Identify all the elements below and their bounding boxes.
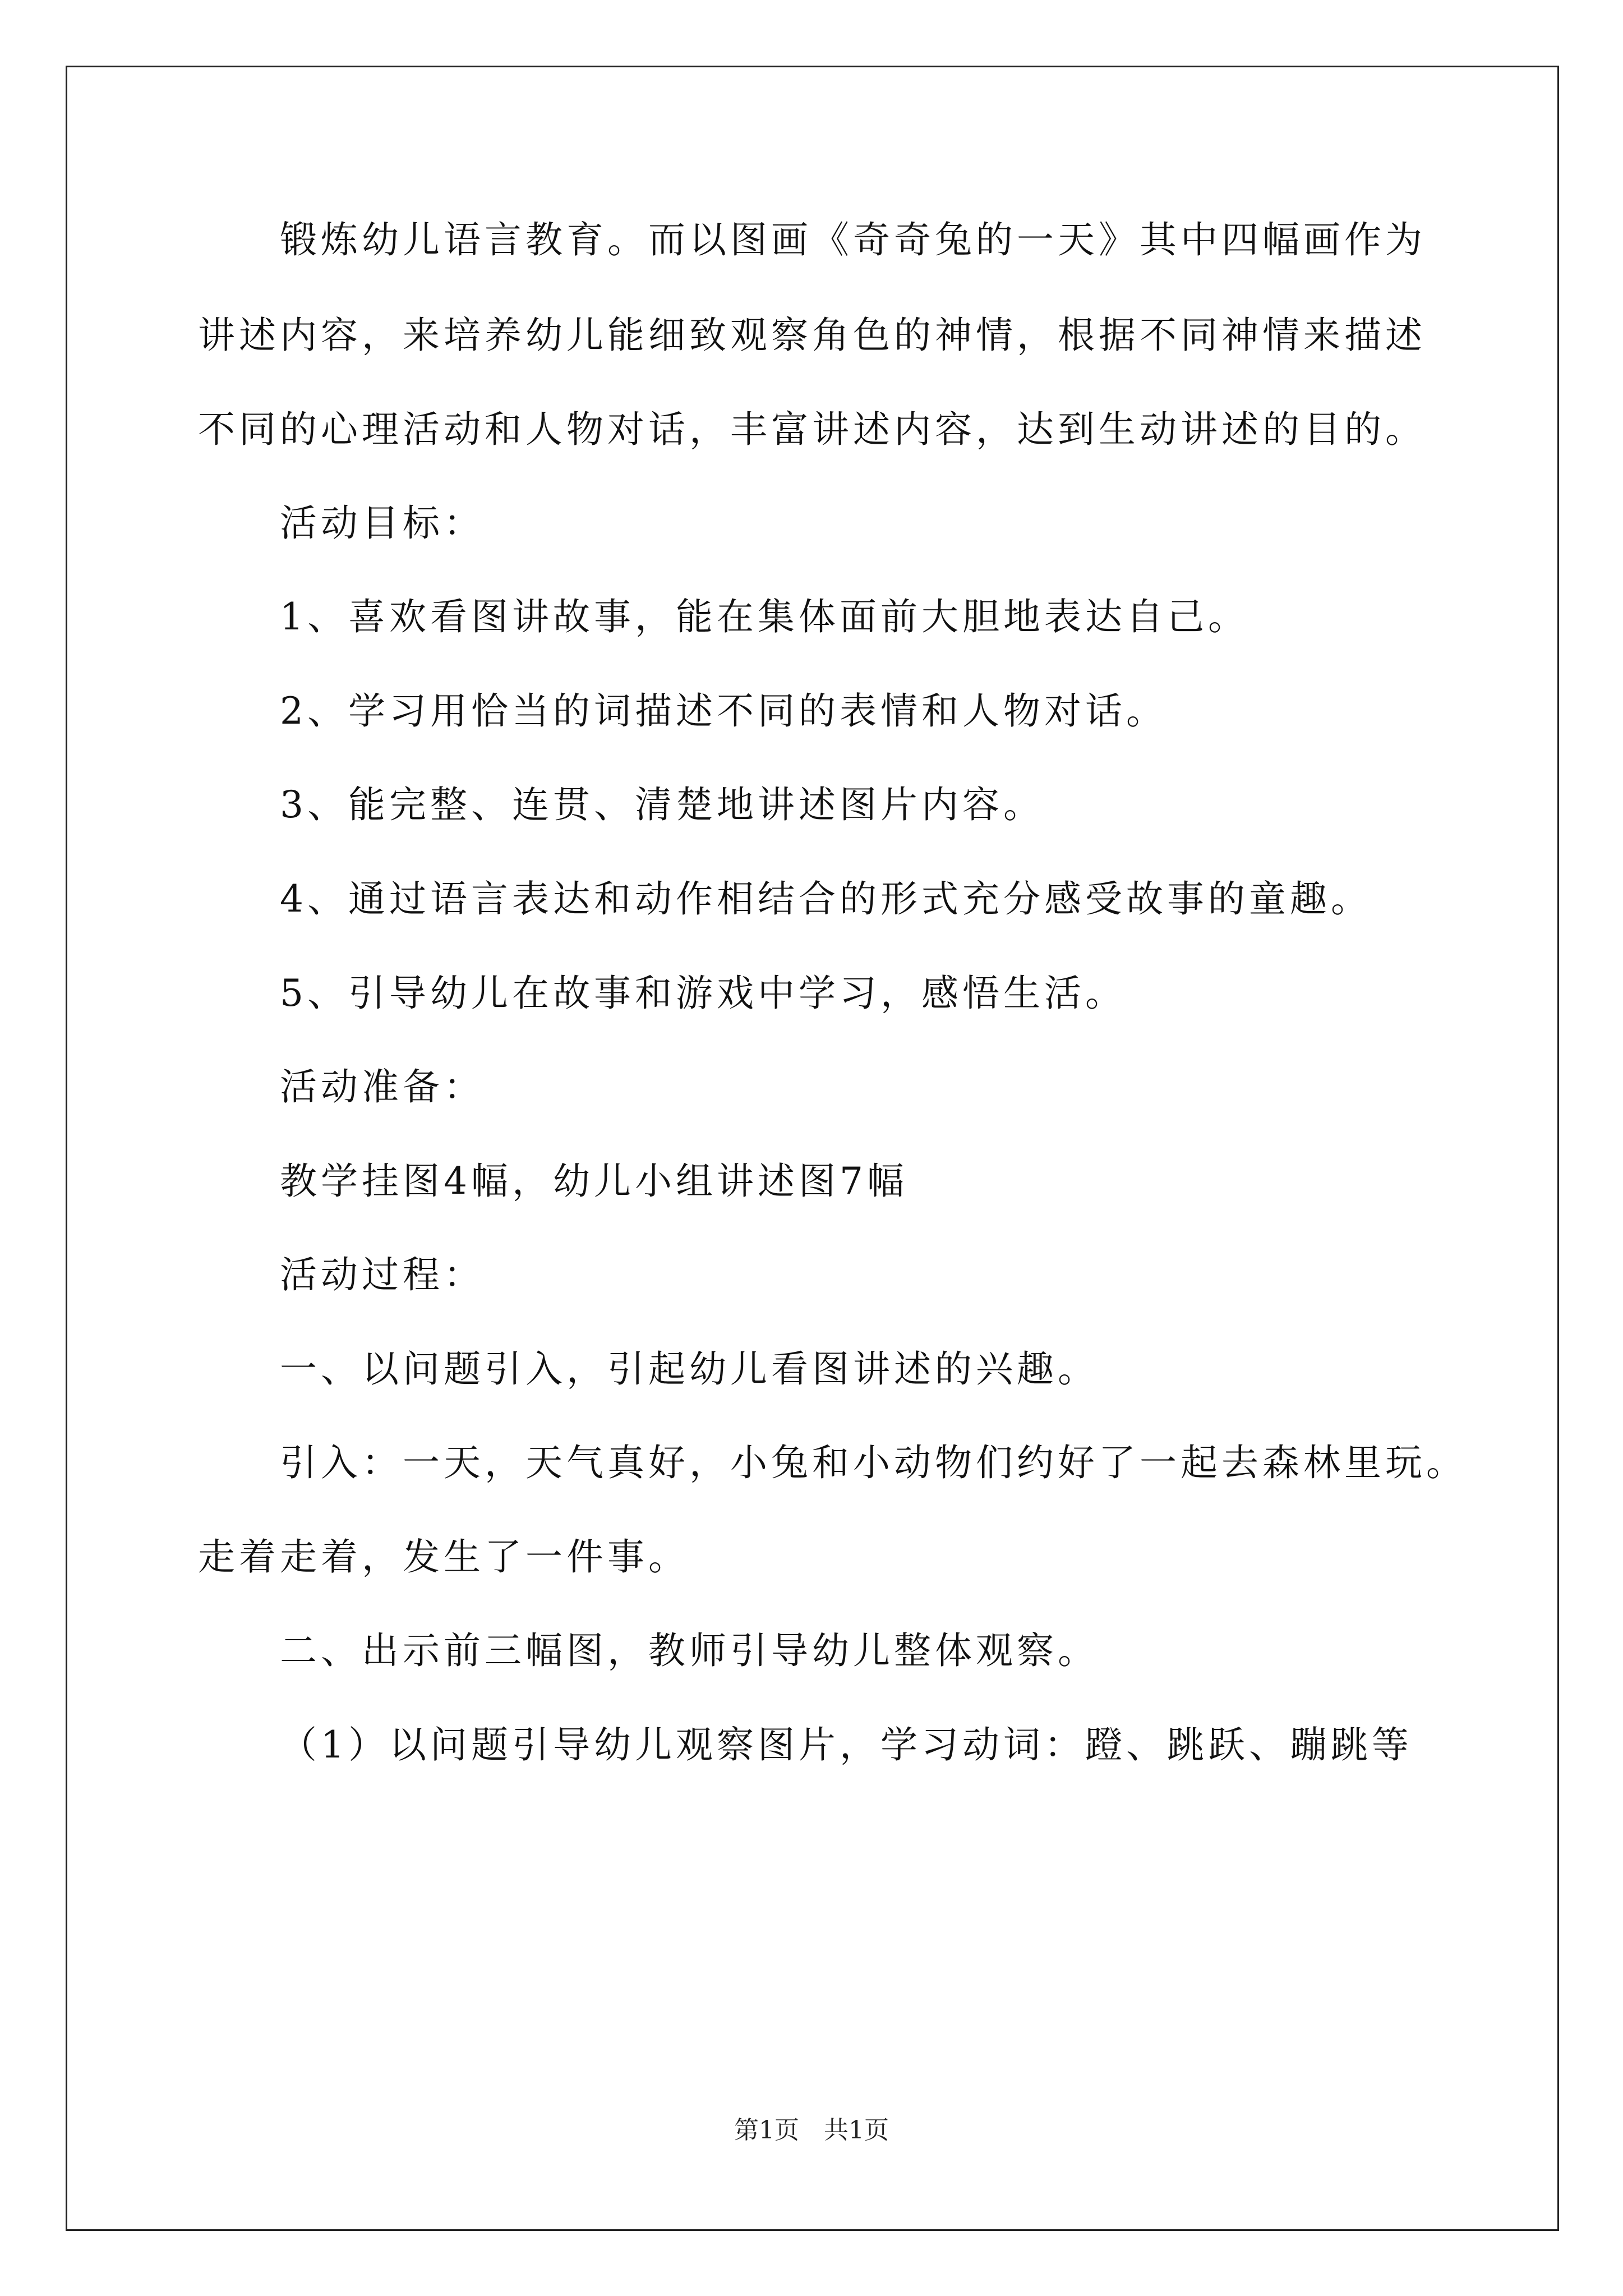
paragraph-line: 引入：一天，天气真好，小兔和小动物们约好了一起去森林里玩。 [280, 1441, 1467, 1484]
paragraph-line: 2、学习用恰当的词描述不同的表情和人物对话。 [280, 689, 1167, 733]
paragraph-line: 4、通过语言表达和动作相结合的形式充分感受故事的童趣。 [280, 877, 1372, 921]
paragraph-line: 锻炼幼儿语言教育。而以图画《奇奇兔的一天》其中四幅画作为 [280, 218, 1426, 261]
paragraph-line: 3、能完整、连贯、清楚地讲述图片内容。 [280, 783, 1044, 826]
paragraph-line: 活动准备： [280, 1065, 485, 1108]
paragraph-line: （1）以问题引导幼儿观察图片，学习动词：蹬、跳跃、蹦跳等 [280, 1723, 1413, 1766]
page-border [66, 66, 1559, 2231]
paragraph-line: 一、以问题引入，引起幼儿看图讲述的兴趣。 [280, 1347, 1099, 1391]
paragraph-line: 走着走着，发生了一件事。 [198, 1535, 689, 1579]
paragraph-line: 活动目标： [280, 501, 485, 545]
paragraph-line: 讲述内容，来培养幼儿能细致观察角色的神情，根据不同神情来描述 [198, 314, 1426, 357]
page-footer: 第1页 共1页 [734, 2116, 889, 2145]
paragraph-line: 活动过程： [280, 1253, 485, 1296]
paragraph-line: 教学挂图4幅，幼儿小组讲述图7幅 [280, 1159, 908, 1203]
paragraph-line: 5、引导幼儿在故事和游戏中学习，感悟生活。 [280, 972, 1126, 1015]
paragraph-line: 1、喜欢看图讲故事，能在集体面前大胆地表达自己。 [280, 595, 1249, 638]
paragraph-line: 不同的心理活动和人物对话，丰富讲述内容，达到生动讲述的目的。 [198, 408, 1426, 451]
paragraph-line: 二、出示前三幅图，教师引导幼儿整体观察。 [280, 1629, 1099, 1672]
